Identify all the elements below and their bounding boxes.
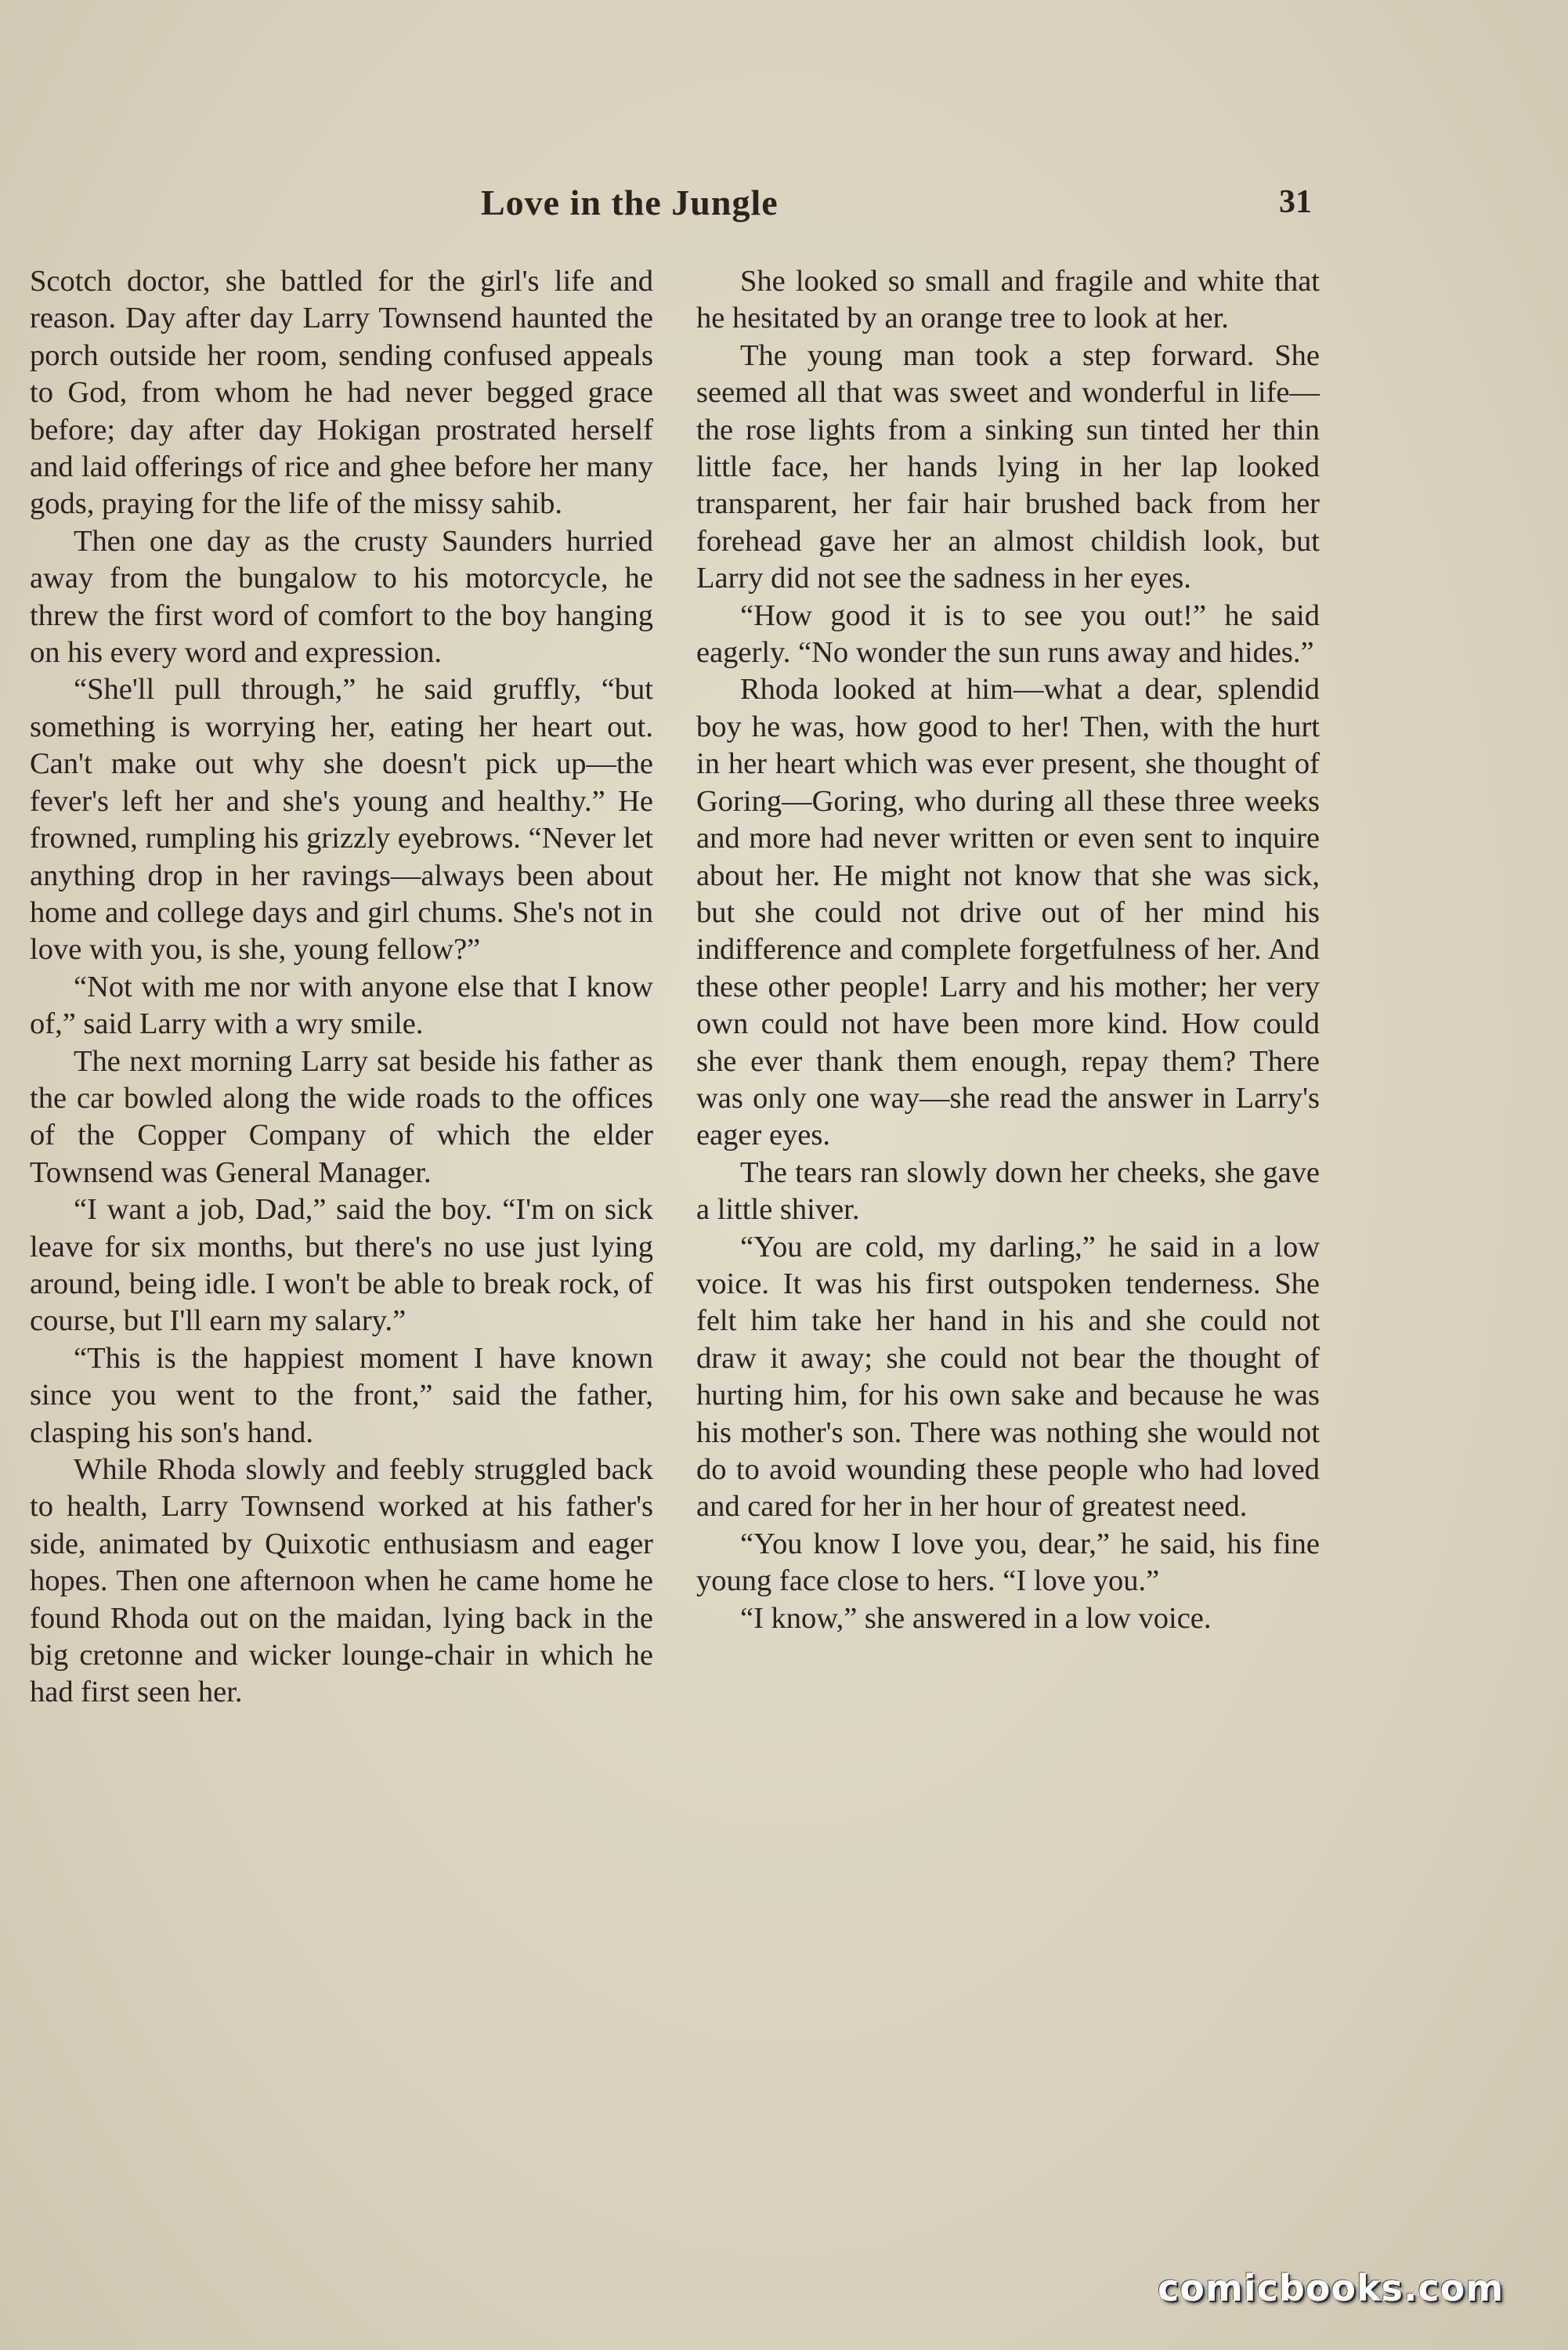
paragraph: “This is the happiest moment I have known since you went to the front,” said the father, clasping his son's hand. <box>30 1341 653 1449</box>
paragraph: “How good it is to see you out!” he said eagerly. “No wonder the sun runs away and hides.” <box>696 598 1320 670</box>
paragraph: “Not with me nor with anyone else that I know of,” said Larry with a wry smile. <box>30 970 653 1041</box>
paragraph: Then one day as the crusty Saunders hurried away from the bungalow to his motorcycle, he threw the first word of comfort to the boy hanging on his every word and expression. <box>30 524 653 670</box>
paragraph: The next morning Larry sat beside his father as the car bowled along the wide roads to the offices of the Copper Company of which the elder Townsend was General Manager. <box>30 1044 653 1189</box>
paragraph: “She'll pull through,” he said gruffly, “but something is worrying her, eating her heart out. Can't make out why she doesn't pick up—the fever's left her and she's young and healthy.” He frowned, rumpling his grizzly eyebrows. “Never let anything drop in her ravings—always been about home and college days and girl chums. She's not in love with you, is she, young fellow?” <box>30 673 653 967</box>
paragraph: “I know,” she answered in a low voice. <box>740 1601 1212 1635</box>
paragraph: The tears ran slowly down her cheeks, she gave a little shiver. <box>696 1155 1320 1227</box>
paragraph: “I want a job, Dad,” said the boy. “I'm on sick leave for six months, but there's no use just lying around, being idle. I won't be able to break rock, of course, but I'll earn my salary.” <box>30 1193 653 1338</box>
page-number: 31 <box>1279 184 1312 220</box>
paragraph: Rhoda looked at him—what a dear, splendid boy he was, how good to her! Then, with the hurt in her heart which was ever present, she thought of Goring—Goring, who during all these three weeks and more had never written or even sent to inquire about her. He might not know that she was sick, but she could not drive out of her mind his indifference and complete forgetfulness of her. And these other people! Larry and his mother; her very own could not have been more kind. How could she ever thank them enough, repay them? There was only one way—she read the answer in Larry's eager eyes. <box>696 673 1320 1152</box>
right-column <box>696 263 1320 1637</box>
paragraph: “You are cold, my darling,” he said in a low voice. It was his first outspoken tenderness. She felt him take her hand in his and she could not draw it away; she could not bear the thought of hurting him, for his own sake and because he was his mother's son. There was nothing she would not do to avoid wounding these people who had loved and cared for her in her hour of greatest need. <box>696 1230 1320 1524</box>
left-column <box>30 263 653 1712</box>
paragraph: While Rhoda slowly and feebly struggled back to health, Larry Townsend worked at his father's side, animated by Quixotic enthusiasm and eager hopes. Then one afternoon when he came home he found Rhoda out on the maidan, lying back in the big cretonne and wicker lounge-chair in which he had first seen her. <box>30 1453 653 1709</box>
watermark: comicbooks.com <box>1158 2267 1505 2309</box>
running-title: Love in the Jungle <box>481 183 779 222</box>
paragraph: The young man took a step forward. She seemed all that was sweet and wonderful in life—the rose lights from a sinking sun tinted her thin little face, her hands lying in her lap looked transparent, her fair hair brushed back from her forehead gave her an almost childish look, but Larry did not see the sadness in her eyes. <box>696 338 1320 595</box>
paragraph: “You know I love you, dear,” he said, his fine young face close to hers. “I love you.” <box>696 1527 1320 1598</box>
page-header <box>0 182 1568 237</box>
paragraph: She looked so small and fragile and white that he hesitated by an orange tree to look at her. <box>696 265 1320 335</box>
paragraph: Scotch doctor, she battled for the girl's life and reason. Day after day Larry Townsend haunted the porch outside her room, sending confused appeals to God, from whom he had never begged grace before; day after day Hokigan prostrated herself and laid offerings of rice and ghee before her many gods, praying for the life of the missy sahib. <box>30 265 653 521</box>
